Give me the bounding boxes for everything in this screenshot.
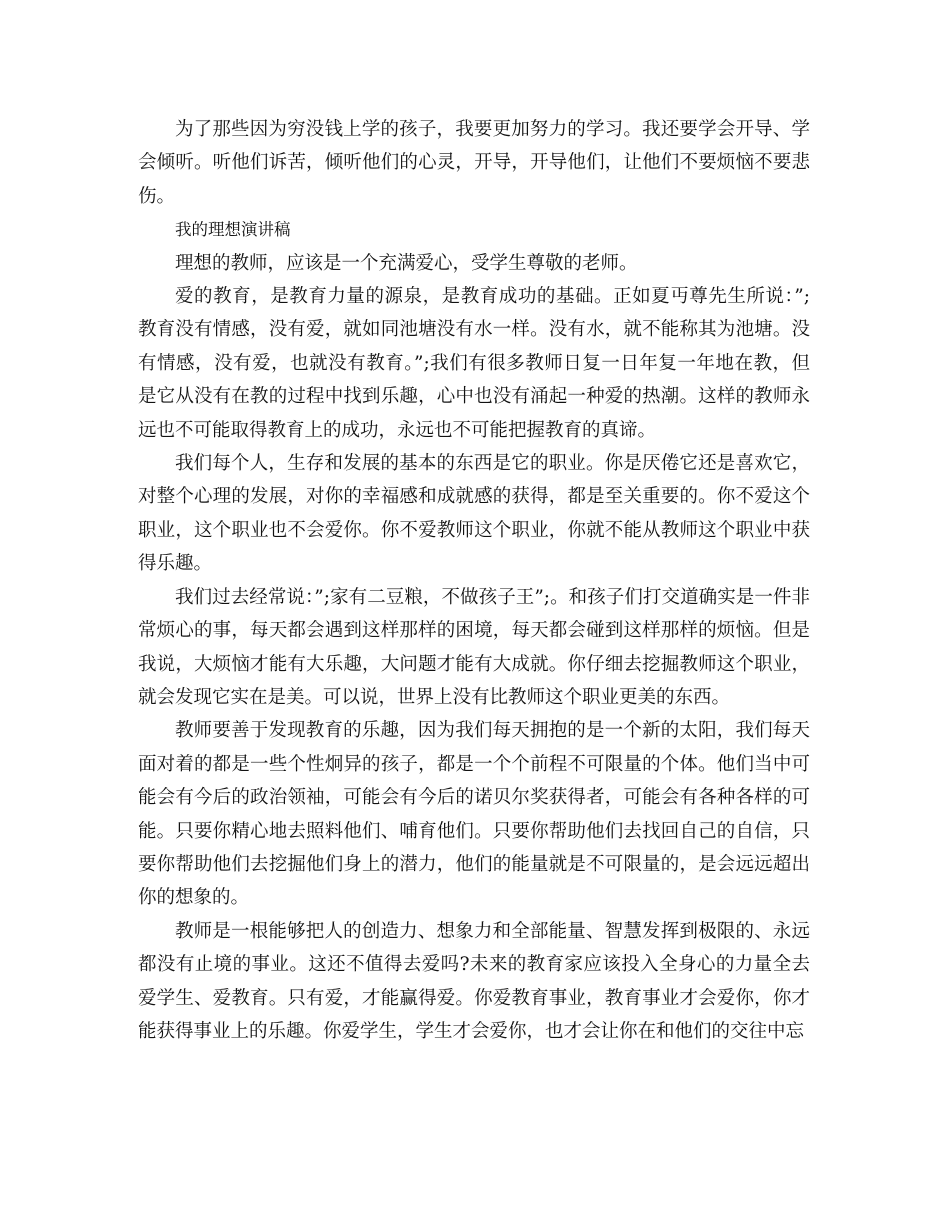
paragraph-2: 理想的教师，应该是一个充满爱心，受学生尊敬的老师。 xyxy=(175,252,638,274)
paragraph-7: 教师是一根能够把人的创造力、想象力和全部能量、智慧发挥到极限的、永远都没有止境的事业。这还不值得去爱吗?未来的教育家应该投入全身心的力量全去爱学生、爱教育。只有爱，才能赢得爱。你爱教育事业，教育事业才会爱你，你才能获得事业上的乐趣。你爱学生，学生才会爱你，也才会让你在和他们的交往中忘 xyxy=(138,920,810,1042)
paragraph-5: 我们过去经常说：”;家有二豆粮，不做孩子王”;。和孩子们打交道确实是一件非常烦心的事，每天都会遇到这样那样的困境，每天都会碰到这样那样的烦恼。但是我说，大烦恼才能有大乐趣，大问题才能有大成就。你仔细去挖掘教师这个职业，就会发现它实在是美。可以说，世界上没有比教师这个职业更美的东西。 xyxy=(138,586,810,708)
paragraph-6: 教师要善于发现教育的乐趣，因为我们每天拥抱的是一个新的太阳，我们每天面对着的都是一些个性炯异的孩子，都是一个个前程不可限量的个体。他们当中可能会有今后的政治领袖，可能会有今后的诺贝尔奖获得者，可能会有各种各样的可能。只要你精心地去照料他们、哺育他们。只要你帮助他们去找回自己的自信，只要你帮助他们去挖掘他们身上的潜力，他们的能量就是不可限量的，是会远远超出你的想象的。 xyxy=(138,720,810,909)
paragraph-4: 我们每个人，生存和发展的基本的东西是它的职业。你是厌倦它还是喜欢它，对整个心理的发展，对你的幸福感和成就感的获得，都是至关重要的。你不爱这个职业，这个职业也不会爱你。你不爱教师这个职业，你就不能从教师这个职业中获得乐趣。 xyxy=(138,453,810,575)
document-page xyxy=(138,113,810,1048)
section-title: 我的理想演讲稿 xyxy=(175,220,291,240)
paragraph-3: 爱的教育，是教育力量的源泉，是教育成功的基础。正如夏丏尊先生所说：”;教育没有情感，没有爱，就如同池塘没有水一样。没有水，就不能称其为池塘。没有情感，没有爱，也就没有教育。”;我们有很多教师日复一日年复一年地在教，但是它从没有在教的过程中找到乐趣，心中也没有涌起一种爱的热潮。这样的教师永远也不可能取得教育上的成功，永远也不可能把握教育的真谛。 xyxy=(138,286,810,441)
paragraph-1: 为了那些因为穷没钱上学的孩子，我要更加努力的学习。我还要学会开导、学会倾听。听他们诉苦，倾听他们的心灵，开导，开导他们，让他们不要烦恼不要悲伤。 xyxy=(138,119,810,207)
